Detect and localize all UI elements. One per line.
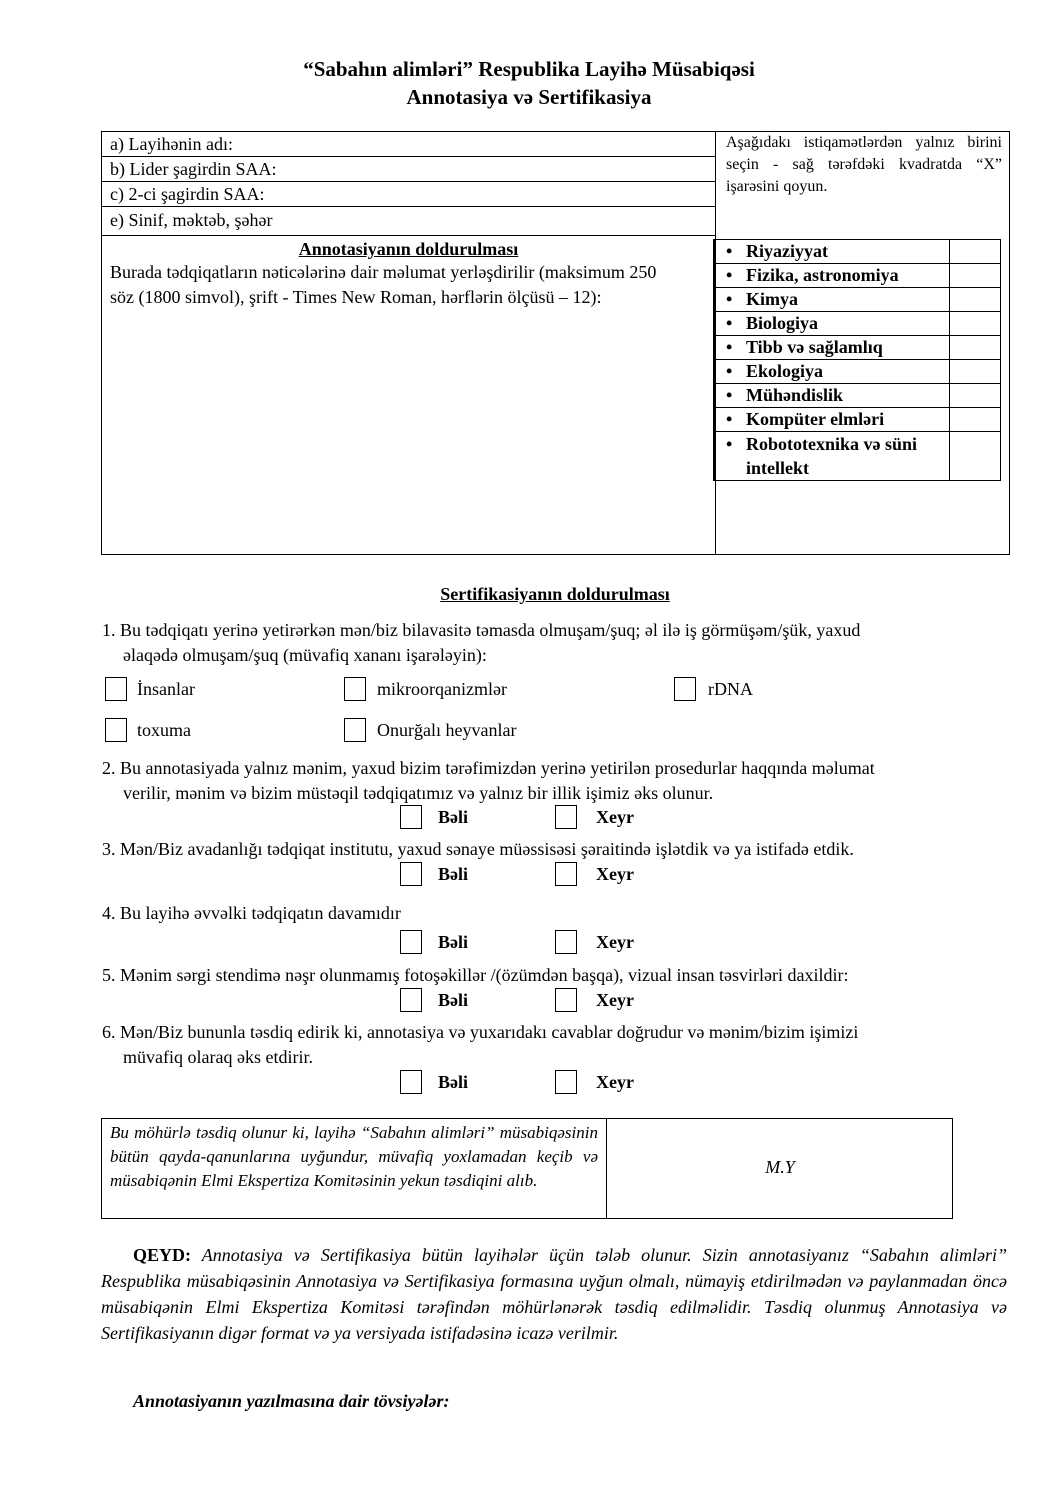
checkbox-q2-no[interactable] xyxy=(555,805,577,829)
tips-heading: Annotasiyanın yazılmasına dair tövsiyələr: xyxy=(133,1391,450,1411)
checkbox-q3-no[interactable] xyxy=(555,862,577,886)
checkbox-q4-yes[interactable] xyxy=(400,930,422,954)
subject-checkbox[interactable] xyxy=(949,240,1000,263)
note-paragraph xyxy=(101,1242,1007,1346)
question-1-text: 1. Bu tədqiqatı yerinə yetirərkən mən/biz bilavasitə təmasda olmuşam/şuq; əl ilə iş görmüşəm/şük, yaxud xyxy=(102,620,861,640)
label-q4-yes: Bəli xyxy=(438,932,468,952)
checkbox-rdna[interactable] xyxy=(674,677,696,701)
subject-checkbox[interactable] xyxy=(949,360,1000,383)
bullet-icon: • xyxy=(726,265,733,285)
label-q6-no: Xeyr xyxy=(596,1072,634,1092)
subject-row xyxy=(716,264,1000,288)
bullet-icon: • xyxy=(726,337,733,357)
question-6-text: 6. Mən/Biz bununla təsdiq edirik ki, annotasiya və yuxarıdakı cavablar doğrudur və mənim/bizim işimizi xyxy=(102,1022,859,1042)
field-lead-student[interactable]: b) Lider şagirdin SAA: xyxy=(102,157,715,182)
certification-heading: Sertifikasiyanın doldurulması xyxy=(440,584,670,604)
question-2-text: 2. Bu annotasiyada yalnız mənim, yaxud bizim tərəfimizdən yerinə yetirilən prosedurlar haqqında məlumat xyxy=(102,758,875,778)
label-microorganisms: mikroorqanizmlər xyxy=(377,679,507,699)
stamp-statement: Bu möhürlə təsdiq olunur ki, layihə “Sabahın alimləri” müsabiqəsinin bütün qayda-qanunlarına uyğundur, müvafiq yoxlamadan keçib və müsabiqənin Elmi Ekspertiza Komitəsinin yekun təsdiqini alıb. xyxy=(110,1123,598,1190)
subject-list xyxy=(713,239,1001,481)
subject-row xyxy=(716,336,1000,360)
label-q2-yes: Bəli xyxy=(438,807,468,827)
subject-checkbox[interactable] xyxy=(949,408,1000,431)
label-rdna: rDNA xyxy=(708,679,753,699)
label-q5-yes: Bəli xyxy=(438,990,468,1010)
label-q3-no: Xeyr xyxy=(596,864,634,884)
question-3: 3. Mən/Biz avadanlığı tədqiqat institutu, yaxud sənaye müəssisəsi şəraitində işlətdik və ya istifadə etdik. xyxy=(102,839,854,859)
checkbox-q5-yes[interactable] xyxy=(400,988,422,1012)
subject-row xyxy=(716,240,1000,264)
page-subtitle: Annotasiya və Sertifikasiya xyxy=(406,85,652,109)
bullet-icon: • xyxy=(726,241,733,261)
subject-row xyxy=(716,408,1000,432)
page-title: “Sabahın alimləri” Respublika Layihə Müsabiqəsi xyxy=(303,57,755,81)
label-q4-no: Xeyr xyxy=(596,932,634,952)
label-q2-no: Xeyr xyxy=(596,807,634,827)
subject-checkbox[interactable] xyxy=(949,264,1000,287)
subject-row xyxy=(716,312,1000,336)
bullet-icon: • xyxy=(726,385,733,405)
subject-checkbox[interactable] xyxy=(949,288,1000,311)
subject-checkbox[interactable] xyxy=(949,432,1000,480)
subject-instruction: Aşağıdakı istiqamətlərdən yalnız birini seçin - sağ tərəfdəki kvadratda “X” işarəsini qoyun. xyxy=(726,134,1002,195)
subject-row xyxy=(716,360,1000,384)
question-1 xyxy=(102,618,1010,668)
subject-checkbox[interactable] xyxy=(949,336,1000,359)
annotation-instructions: Burada tədqiqatların nəticələrinə dair məlumat yerləşdirilir (maksimum 250 söz (1800 simvol), şrift - Times New Roman, hərflərin ölçüsü – 12): xyxy=(110,262,657,307)
label-humans: İnsanlar xyxy=(137,679,195,699)
checkbox-q3-yes[interactable] xyxy=(400,862,422,886)
field-class-school-city[interactable]: e) Sinif, məktəb, şəhər xyxy=(102,208,715,236)
checkbox-q6-yes[interactable] xyxy=(400,1070,422,1094)
checkbox-q6-no[interactable] xyxy=(555,1070,577,1094)
bullet-icon: • xyxy=(726,409,733,429)
field-project-name[interactable]: a) Layihənin adı: xyxy=(102,132,715,157)
checkbox-q4-no[interactable] xyxy=(555,930,577,954)
subject-label: Robototexnika və süni intellekt xyxy=(746,434,918,478)
stamp-place: M.Y xyxy=(765,1157,795,1177)
subject-label: Riyaziyyat xyxy=(746,241,828,261)
annotation-heading: Annotasiyanın doldurulması xyxy=(298,239,519,259)
subject-row xyxy=(716,432,1000,480)
subject-checkbox[interactable] xyxy=(949,312,1000,335)
subject-label: Tibb və sağlamlıq xyxy=(746,337,883,357)
bullet-icon: • xyxy=(726,313,733,333)
question-4: 4. Bu layihə əvvəlki tədqiqatın davamıdır xyxy=(102,903,401,923)
label-q5-no: Xeyr xyxy=(596,990,634,1010)
subject-row xyxy=(716,288,1000,312)
note-text: Annotasiya və Sertifikasiya bütün layihələr üçün tələb olunur. Sizin annotasiyanız “Sabahın alimləri” Respublika müsabiqəsinin Annotasiya və Sertifikasiya formasına uyğun olmalı, nümayiş etdirilmədən və paylanmadan öncə müsabiqənin Elmi Ekspertiza Komitəsi tərəfindən möhürlənərək təsdiq edilməlidir. Təsdiq olunmuş Annotasiya və Sertifikasiyanın digər format və ya versiyada istifadəsinə icazə verilmir. xyxy=(101,1245,1007,1343)
subject-row xyxy=(716,384,1000,408)
question-1-text-cont: əlaqədə olmuşam/şuq (müvafiq xananı işarələyin): xyxy=(123,645,487,665)
checkbox-tissue[interactable] xyxy=(105,718,127,742)
subject-checkbox[interactable] xyxy=(949,384,1000,407)
checkbox-q2-yes[interactable] xyxy=(400,805,422,829)
bullet-icon: • xyxy=(726,289,733,309)
checkbox-vertebrates[interactable] xyxy=(344,718,366,742)
question-5: 5. Mənim sərgi stendimə nəşr olunmamış fotoşəkillər /(özümdən başqa), vizual insan təsvirləri daxildir: xyxy=(102,965,849,985)
bullet-icon: • xyxy=(726,434,733,454)
label-q3-yes: Bəli xyxy=(438,864,468,884)
label-vertebrates: Onurğalı heyvanlar xyxy=(377,720,517,740)
question-2 xyxy=(102,756,1010,806)
subject-label: Biologiya xyxy=(746,313,819,333)
subject-label: Kimya xyxy=(746,289,798,309)
label-tissue: toxuma xyxy=(137,720,191,740)
subject-label: Mühəndislik xyxy=(746,385,844,405)
question-2-text-cont: verilir, mənim və bizim müstəqil tədqiqatımız və yalnız bir illik işimiz əks olunur. xyxy=(123,783,714,803)
checkbox-q5-no[interactable] xyxy=(555,988,577,1012)
question-6-text-cont: müvafiq olaraq əks etdirir. xyxy=(123,1047,313,1067)
checkbox-humans[interactable] xyxy=(105,677,127,701)
checkbox-microorganisms[interactable] xyxy=(344,677,366,701)
subject-label: Fizika, astronomiya xyxy=(746,265,899,285)
subject-label: Kompüter elmləri xyxy=(746,409,885,429)
subject-label: Ekologiya xyxy=(746,361,824,381)
note-label: QEYD: xyxy=(133,1245,191,1265)
label-q6-yes: Bəli xyxy=(438,1072,468,1092)
question-6 xyxy=(102,1020,1010,1070)
field-second-student[interactable]: c) 2-ci şagirdin SAA: xyxy=(102,182,715,207)
bullet-icon: • xyxy=(726,361,733,381)
